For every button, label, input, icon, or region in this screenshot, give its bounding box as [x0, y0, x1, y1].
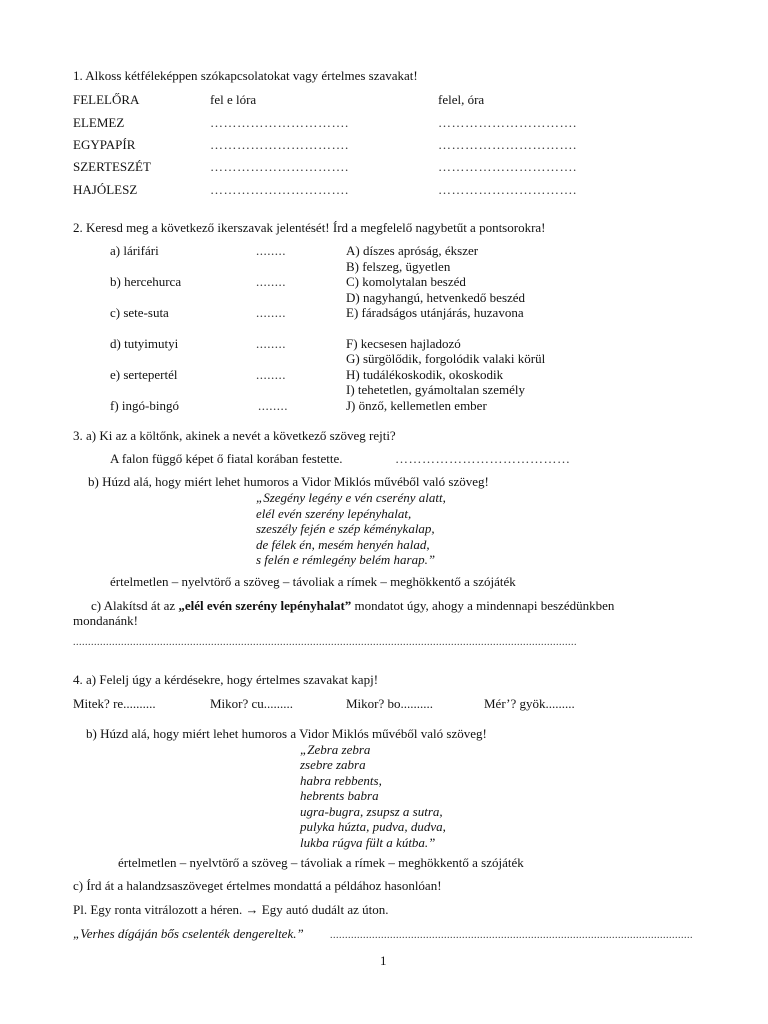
s1-blank-b-5[interactable]: …………………………. — [438, 182, 577, 197]
s4-poem-line-6: pulyka húzta, pudva, dudva, — [300, 819, 446, 834]
s1-title: 1. Alkoss kétféleképpen szókapcsolatokat vagy értelmes szavakat! — [73, 68, 418, 83]
s3-question-c: c) Alakítsd át az „elél evén szerény lepényhalat” mondatot úgy, ahogy a mindennapi beszédünkben — [91, 598, 615, 613]
s3-question-b: b) Húzd alá, hogy miért lehet humoros a Vidor Miklós művéből való szöveg! — [88, 474, 489, 489]
s3-question-c-line2: mondanánk! — [73, 613, 138, 628]
s4-question-a: 4. a) Felelj úgy a kérdésekre, hogy értelmes szavakat kapj! — [73, 672, 379, 687]
s1-answer-a-1: fel e lóra — [210, 92, 257, 107]
s2-option-i: I) tehetetlen, gyámoltalan személy — [346, 382, 526, 397]
s4-q2[interactable]: Mikor? cu......... — [210, 696, 294, 711]
s3-sentence: A falon függő képet ő fiatal korában festette. — [110, 451, 343, 466]
s2-blank-d[interactable]: ........ — [256, 336, 286, 351]
s3-poem-line-5: s felén e rémlegény belém harap.” — [256, 552, 436, 567]
s3-choices[interactable]: értelmetlen – nyelvtörő a szöveg – távoliak a rímek – meghökkentő a szójáték — [110, 574, 516, 589]
s3-poem-line-2: elél evén szerény lepényhalat, — [256, 506, 412, 521]
s2-item-a: a) lárifári — [110, 243, 159, 258]
s3-bold-sentence: „elél evén szerény lepényhalat” — [178, 598, 352, 613]
s2-title: 2. Keresd meg a következő ikerszavak jelentését! Írd a megfelelő nagybetűt a pontsorokra! — [73, 220, 546, 235]
s1-answer-b-1: felel, óra — [438, 92, 485, 107]
s4-q4[interactable]: Mér’? gyök......... — [484, 696, 575, 711]
s2-blank-f[interactable]: ........ — [258, 398, 288, 413]
s2-item-c: c) sete-suta — [110, 305, 169, 320]
s1-blank-a-3[interactable]: …………………………. — [210, 137, 349, 152]
page-number: 1 — [380, 953, 387, 968]
s1-word-5: HAJÓLESZ — [73, 182, 138, 197]
s2-option-j: J) önző, kellemetlen ember — [346, 398, 487, 413]
s3-answer-blank[interactable]: ………………………………… — [395, 451, 571, 466]
s2-option-e: E) fáradságos utánjárás, huzavona — [346, 305, 524, 320]
s2-blank-c[interactable]: ........ — [256, 305, 286, 320]
s2-item-d: d) tutyimutyi — [110, 336, 179, 351]
s1-blank-a-4[interactable]: …………………………. — [210, 159, 349, 174]
s1-word-3: EGYPAPÍR — [73, 137, 136, 152]
s4-example: Pl. Egy ronta vitrálozott a héren. → Egy autó dudált az úton. — [73, 902, 389, 917]
s2-option-b: B) felszeg, ügyetlen — [346, 259, 451, 274]
s4-poem-line-7: lukba rúgva fült a kútba.” — [300, 835, 436, 850]
s2-blank-e[interactable]: ........ — [256, 367, 286, 382]
s2-blank-b[interactable]: ........ — [256, 274, 286, 289]
s2-option-c: C) komolytalan beszéd — [346, 274, 466, 289]
s4-q3[interactable]: Mikor? bo.......... — [346, 696, 434, 711]
s2-item-b: b) hercehurca — [110, 274, 182, 289]
s2-item-e: e) sertepertél — [110, 367, 178, 382]
s4-choices[interactable]: értelmetlen – nyelvtörő a szöveg – távoliak a rímek – meghökkentő a szójáték — [118, 855, 524, 870]
s3-poem-line-1: „Szegény legény e vén cserény alatt, — [256, 490, 446, 505]
s3-question-a: 3. a) Ki az a költőnk, akinek a nevét a következő szöveg rejti? — [73, 428, 396, 443]
s4-task: „Verhes dígáján bős cselenték dengereltek.” — [73, 926, 304, 941]
s4-question-b: b) Húzd alá, hogy miért lehet humoros a Vidor Miklós művéből való szöveg! — [86, 726, 487, 741]
s3-poem-line-4: de félek én, mesém henyén halad, — [256, 537, 430, 552]
s4-poem-line-5: ugra-bugra, zsupsz a sutra, — [300, 804, 443, 819]
s1-blank-b-4[interactable]: …………………………. — [438, 159, 577, 174]
s1-blank-b-2[interactable]: …………………………. — [438, 115, 577, 130]
s2-option-g: G) sürgölődik, forgolódik valaki körül — [346, 351, 546, 366]
s2-option-h: H) tudálékoskodik, okoskodik — [346, 367, 504, 382]
s1-word-2: ELEMEZ — [73, 115, 125, 130]
s2-option-a: A) díszes apróság, ékszer — [346, 243, 479, 258]
s1-blank-a-5[interactable]: …………………………. — [210, 182, 349, 197]
s4-q1[interactable]: Mitek? re.......... — [73, 696, 156, 711]
s4-poem-line-1: „Zebra zebra — [300, 742, 371, 757]
s4-poem-line-2: zsebre zabra — [300, 757, 366, 772]
s4-task-answer-line[interactable]: ......................................................................................................................... — [330, 930, 693, 941]
s1-blank-b-3[interactable]: …………………………. — [438, 137, 577, 152]
s2-option-d: D) nagyhangú, hetvenkedő beszéd — [346, 290, 526, 305]
s1-word-1: FELELŐRA — [73, 92, 140, 107]
s2-option-f: F) kecsesen hajladozó — [346, 336, 461, 351]
s3-poem-line-3: szeszély fején e szép kéménykalap, — [256, 521, 435, 536]
s1-blank-a-2[interactable]: …………………………. — [210, 115, 349, 130]
s4-poem-line-4: hebrents babra — [300, 788, 379, 803]
s4-poem-line-3: habra rebbents, — [300, 773, 382, 788]
s2-item-f: f) ingó-bingó — [110, 398, 179, 413]
s1-word-4: SZERTESZÉT — [73, 159, 151, 174]
s2-blank-a[interactable]: ........ — [256, 243, 286, 258]
s4-question-c: c) Írd át a halandzsaszöveget értelmes mondattá a példához hasonlóan! — [73, 878, 442, 893]
s3-answer-line[interactable]: ........................................................................................................................................................................ — [73, 637, 577, 648]
